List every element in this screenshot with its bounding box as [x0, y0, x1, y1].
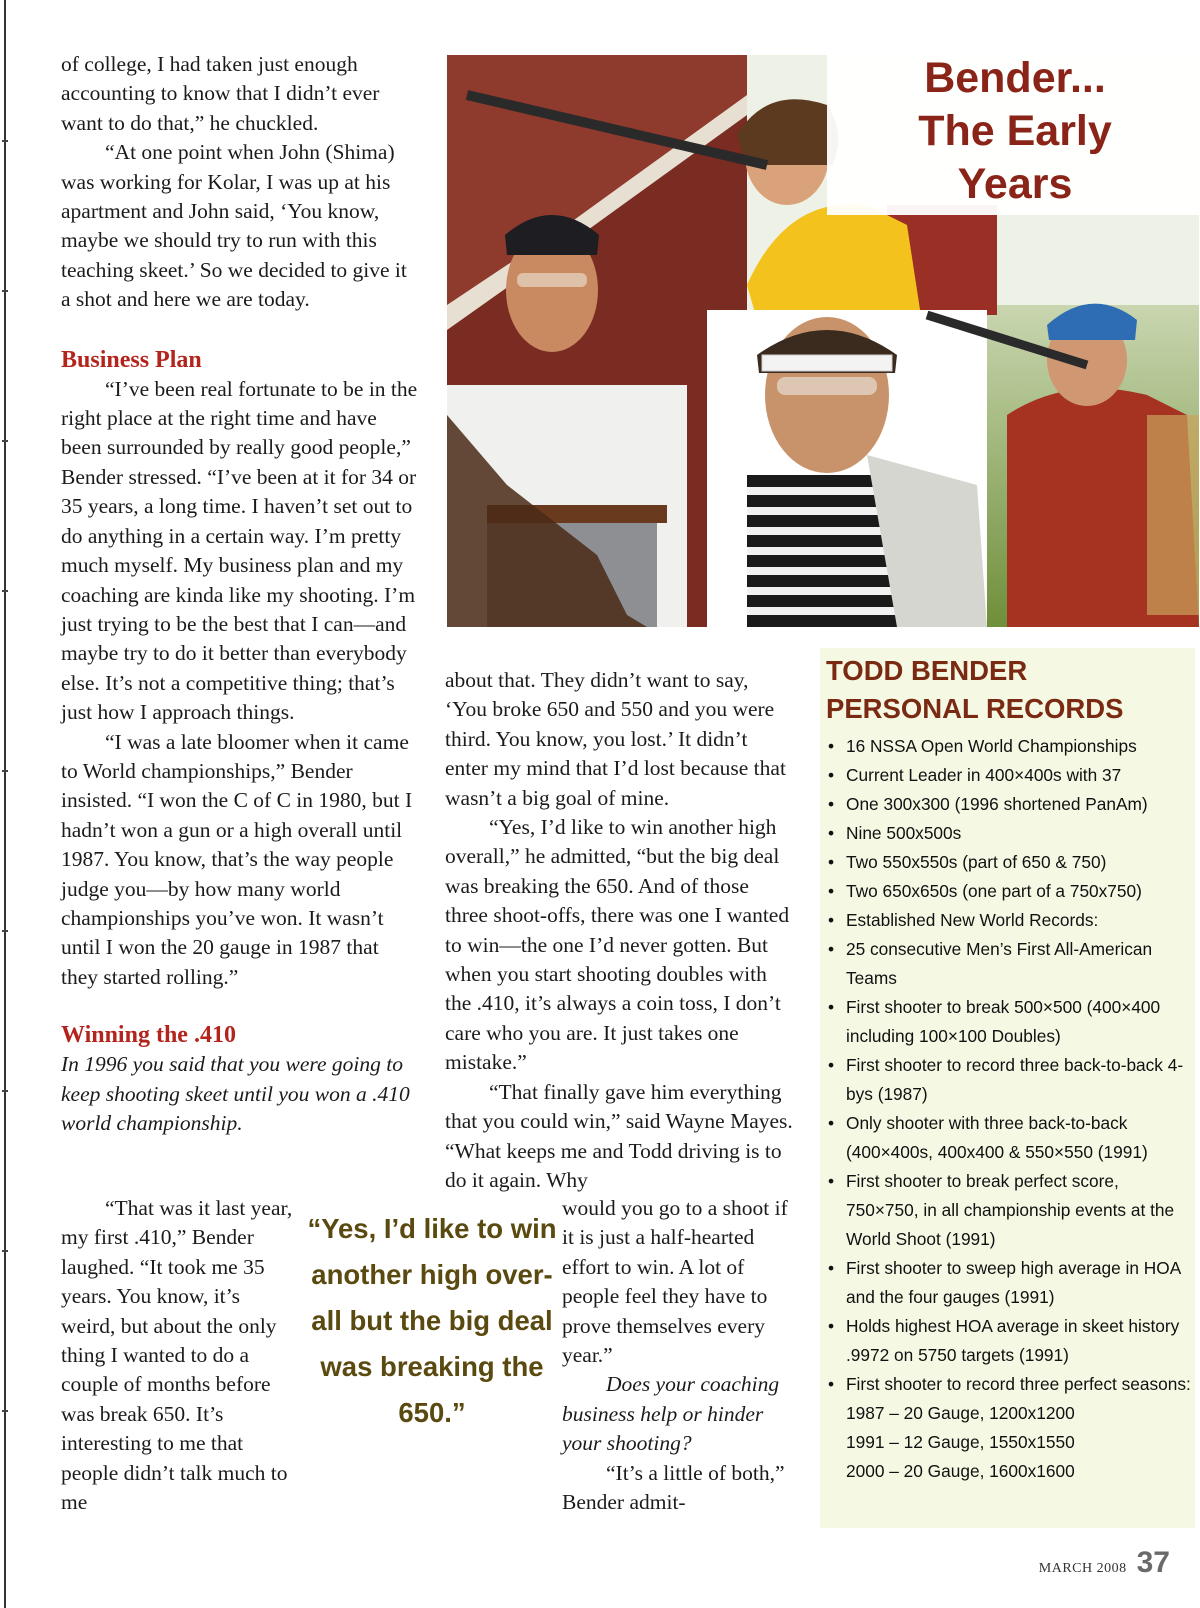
record-item: • Two 550x550s (part of 650 & 750) [826, 848, 1195, 877]
question-coaching: Does your coaching business help or hinder your shooting? [562, 1372, 780, 1456]
photo-title-line: The Early [918, 107, 1112, 155]
paragraph: of college, I had taken just enough accounting to know that I didn’t ever want to do that,” he chuckled. [61, 52, 380, 135]
record-item: • Holds highest HOA average in skeet history .9972 on 5750 targets (1991) [826, 1312, 1195, 1370]
records-heading-line: TODD BENDER [826, 655, 1028, 686]
subhead-winning-410: Winning the .410 [61, 1022, 236, 1049]
edge-tick [2, 770, 8, 772]
edge-tick [2, 1410, 8, 1412]
record-item: • First shooter to break 500×500 (400×400 including 100×100 Doubles) [826, 993, 1195, 1051]
subhead-business-plan: Business Plan [61, 346, 202, 373]
glasses-3 [777, 377, 877, 395]
edge-tick [2, 440, 8, 442]
paragraph: about that. They didn’t want to say, ‘You broke 650 and 550 and you were third. You know, you lost.’ It didn’t enter my mind that I’d lost because that wasn’t a big goal of mine. [445, 668, 786, 810]
edge-tick [2, 1250, 8, 1252]
photo-title [845, 52, 1185, 211]
page-edge-line [4, 0, 6, 1608]
record-item: • Nine 500x500s [826, 819, 1195, 848]
record-item: • First shooter to record three perfect seasons: [826, 1370, 1195, 1399]
paragraph: “That finally gave him everything that you could win,” said Wayne Mayes. “What keeps me and Todd driving is to do it again. Why [445, 1079, 793, 1192]
headband [762, 355, 892, 371]
column-left [61, 50, 421, 1138]
record-item: • Established New World Records: [826, 906, 1195, 935]
paragraph: “At one point when John (Shima) was working for Kolar, I was up at his apartment and John said, ‘You know, maybe we should try to run with this teaching skeet.’ So we decided to give it a shot and here we are today. [61, 140, 407, 312]
page-number: 37 [1136, 1546, 1170, 1579]
record-item: • Only shooter with three back-to-back (400×400s, 400x400 & 550×550 (1991) [826, 1109, 1195, 1167]
paragraph: “It’s a little of both,” Bender admit- [562, 1460, 785, 1515]
records-list [820, 732, 1195, 1399]
personal-records-box [820, 648, 1195, 1528]
record-item: • Current Leader in 400×400s with 37 [826, 761, 1195, 790]
edge-tick [2, 590, 8, 592]
record-item: • 16 NSSA Open World Championships [826, 732, 1195, 761]
page-footer [1039, 1546, 1170, 1580]
record-item: • First shooter to sweep high average in HOA and the four gauges (1991) [826, 1254, 1195, 1312]
records-heading [820, 648, 1195, 728]
record-item: • First shooter to record three back-to-back 4-bys (1987) [826, 1051, 1195, 1109]
paragraph: “Yes, I’d like to win another high overall,” he admitted, “but the big deal was breaking the 650. And of those three shoot-offs, there was one I wanted to win—the one I’d never gotten. But when you start shooting doubles with the .410, it’s always a coin toss, I don’t care who you are. It just takes one mistake.” [445, 815, 790, 1075]
record-item: • First shooter to break perfect score, 750×750, in all championship events at the World Shoot (1991) [826, 1167, 1195, 1254]
question-410: In 1996 you said that you were going to keep shooting skeet until you won a .410 world championship. [61, 1052, 410, 1135]
edge-tick [2, 290, 8, 292]
record-item: • Two 650x650s (one part of a 750x750) [826, 877, 1195, 906]
column-middle [445, 666, 795, 1195]
record-item: • One 300x300 (1996 shortened PanAm) [826, 790, 1195, 819]
column-middle-continued [562, 1194, 797, 1517]
paragraph: “I’ve been real fortunate to be in the right place at the right time and have been surrounded by really good people,” Bender stressed. “I’ve been at it for 34 or 35 years, a long time. I haven’t set out to do anything in a certain way. I’m pretty much myself. My business plan and my coaching are kinda like my shooting. I’m just trying to be the best that I can—and maybe try to do it better than everybody else. It’s not a competitive thing; that’s just how I approach things. [61, 376, 418, 725]
column-narrow [61, 1194, 296, 1517]
season-record: 1987 – 20 Gauge, 1200x1200 [846, 1403, 1075, 1423]
season-record: 2000 – 20 Gauge, 1600x1600 [846, 1461, 1075, 1481]
paragraph: would you go to a shoot if it is just a half-hearted effort to win. A lot of people feel they have to prove themselves every year.” [562, 1196, 788, 1368]
pull-quote: “Yes, I’d like to win another high overall but the big deal was breaking the 650.” [307, 1213, 557, 1428]
photo-title-line: Bender... [924, 54, 1106, 102]
edge-tick [2, 1090, 8, 1092]
edge-tick [2, 140, 8, 142]
paragraph: “I was a late bloomer when it came to World championships,” Bender insisted. “I won the C of C in 1980, but I hadn’t won a gun or a high overall until 1987. You know, that’s the way people judge you—by how many world championships you’ve won. It wasn’t until I won the 20 gauge in 1987 that they started rolling.” [61, 729, 413, 989]
record-item: • 25 consecutive Men’s First All-American Teams [826, 935, 1195, 993]
issue-date: MARCH 2008 [1038, 1561, 1127, 1576]
records-heading-line: PERSONAL RECORDS [826, 693, 1124, 724]
paragraph: “That was it last year, my first .410,” Bender laughed. “It took me 35 years. You know, it’s weird, but about the only thing I wanted to do a couple of months before was break 650. It’s interesting to me that people didn’t talk much to me [61, 1196, 293, 1515]
photo-title-line: Years [957, 160, 1073, 208]
striped-sleeve [1147, 415, 1199, 615]
glasses-1 [517, 273, 587, 287]
season-record: 1991 – 12 Gauge, 1550x1550 [846, 1432, 1075, 1452]
edge-tick [2, 930, 8, 932]
